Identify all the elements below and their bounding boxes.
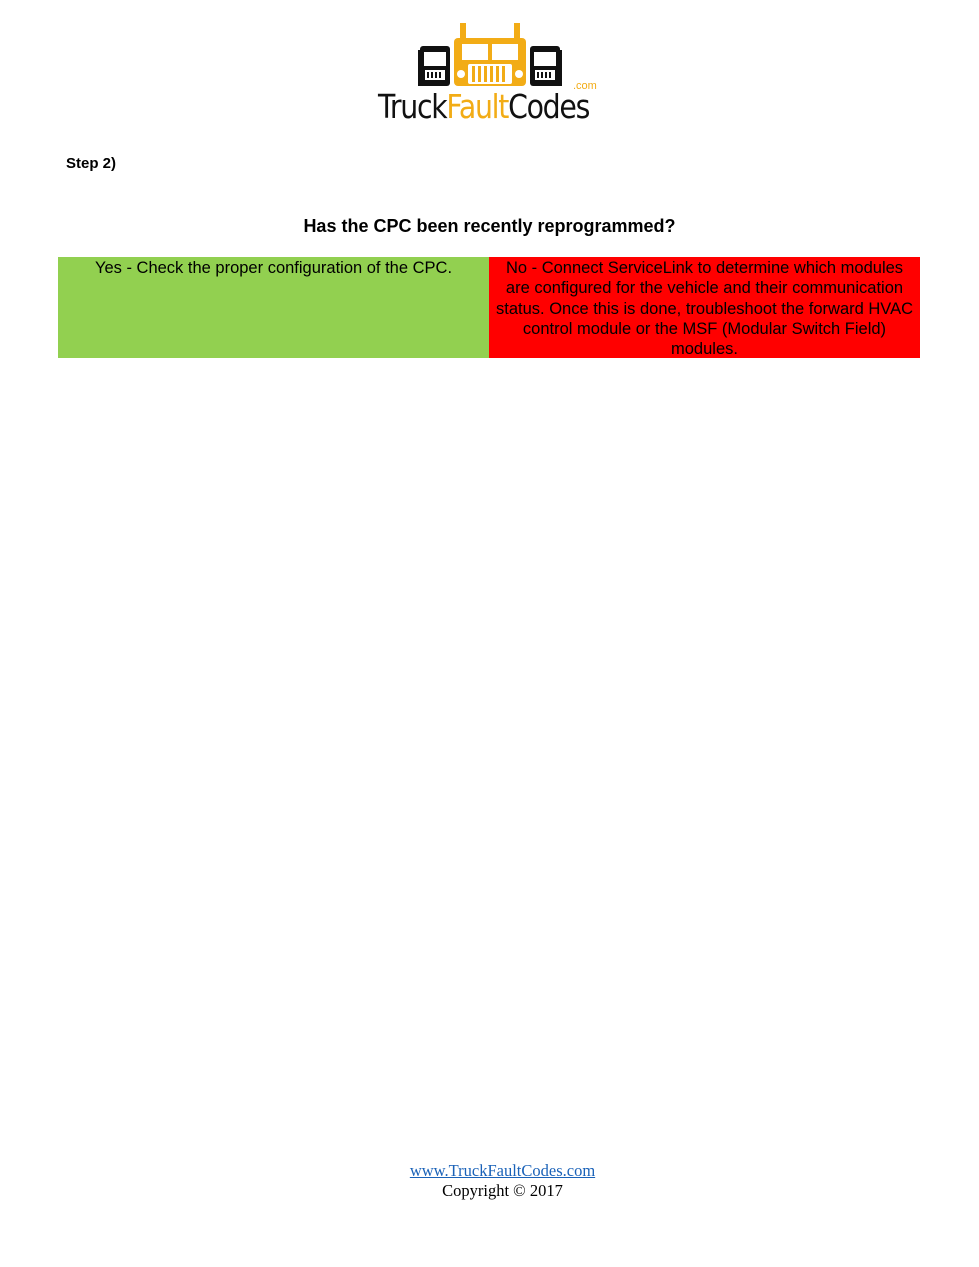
- logo-word-truck: Truck: [378, 87, 447, 126]
- site-logo: [378, 20, 602, 126]
- logo-domain-suffix: .com: [573, 80, 597, 92]
- website-link[interactable]: www.TruckFaultCodes.com: [409, 1161, 596, 1180]
- truck-icon: [416, 20, 564, 86]
- copyright-text: Copyright © 2017: [442, 1181, 563, 1200]
- answer-no-cell: No - Connect ServiceLink to determine which modules are configured for the vehicle and their communication status. Once this is done, troubleshoot the forward HVAC control module or the MSF (Modular Switch Field) modules.: [489, 257, 920, 358]
- answer-table: [58, 257, 920, 358]
- logo-word-fault: Fault: [446, 87, 509, 126]
- question-heading: Has the CPC been recently reprogrammed?: [303, 216, 676, 236]
- logo-word-codes: Codes: [508, 87, 590, 126]
- logo-wordmark: [378, 87, 590, 126]
- step-label: Step 2): [66, 155, 117, 172]
- page-footer: [0, 1161, 979, 1201]
- answer-yes-cell: Yes - Check the proper configuration of the CPC.: [58, 257, 489, 358]
